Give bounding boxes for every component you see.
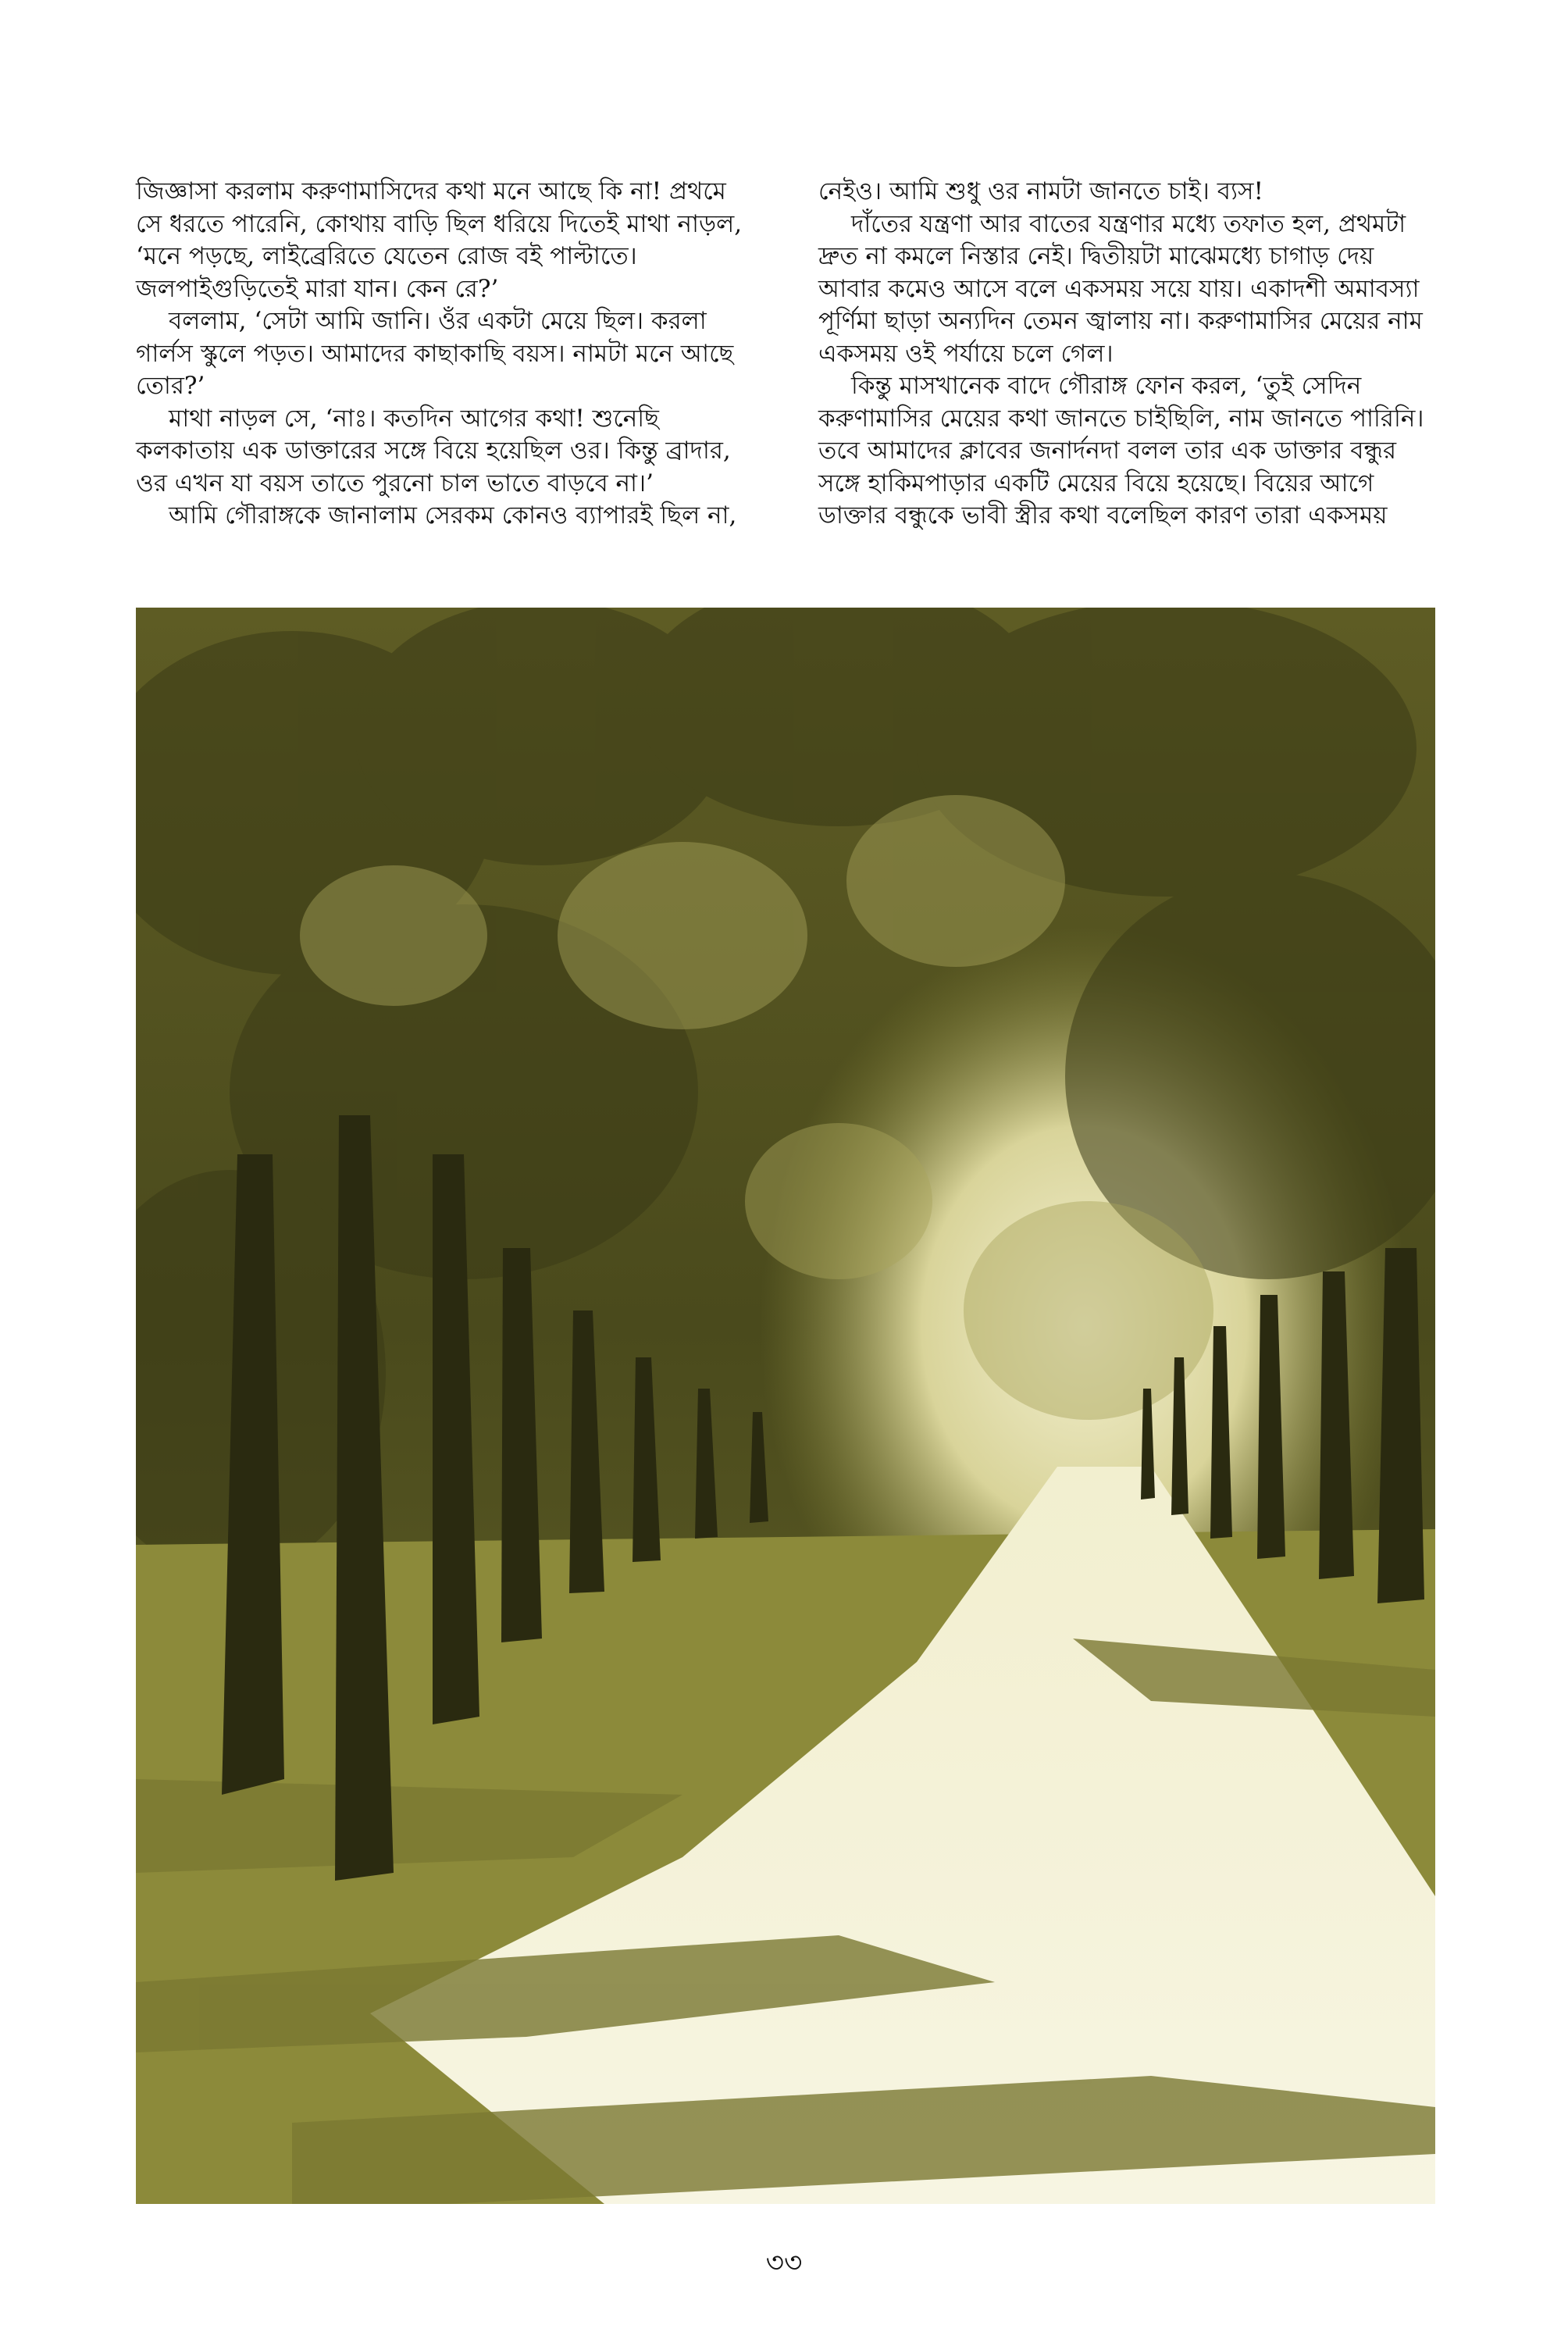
- paragraph: [818, 209, 1443, 371]
- text-line: নেইও। আমি শুধু ওর নামটা জানতে চাই। ব্যস!: [818, 177, 1263, 205]
- right-text-column: [818, 176, 1443, 533]
- paragraph: [818, 370, 1443, 533]
- text-line: পূর্ণিমা ছাড়া অন্যদিন তেমন জ্বালায় না। করুণামাসির মেয়ের নাম: [818, 307, 1423, 335]
- text-line: আবার কমেও আসে বলে একসময় সয়ে যায়। একাদশী অমাবস্যা: [818, 274, 1420, 303]
- text-line: জিজ্ঞাসা করলাম করুণামাসিদের কথা মনে আছে কি না! প্রথমে: [136, 177, 726, 205]
- left-text-column: [136, 176, 761, 533]
- text-line: গার্লস স্কুলে পড়ত। আমাদের কাছাকাছি বয়স। নামটা মনে আছে: [136, 339, 734, 368]
- text-line: দ্রুত না কমলে নিস্তার নেই। দ্বিতীয়টা মাঝেমধ্যে চাগাড় দেয়: [818, 242, 1374, 270]
- paragraph: [136, 403, 761, 501]
- text-line: করুণামাসির মেয়ের কথা জানতে চাইছিলি, নাম জানতে পারিনি।: [818, 404, 1424, 433]
- paragraph: [136, 305, 761, 403]
- text-line: দাঁতের যন্ত্রণা আর বাতের যন্ত্রণার মধ্যে তফাত হল, প্রথমটা: [851, 209, 1406, 238]
- text-line: মাথা নাড়ল সে, ‘নাঃ। কতদিন আগের কথা! শুনেছি: [169, 404, 659, 433]
- text-line: ডাক্তার বন্ধুকে ভাবী স্ত্রীর কথা বলেছিল কারণ তারা একসময়: [818, 501, 1388, 530]
- text-line: তোর?’: [136, 372, 205, 400]
- text-line: আমি গৌরাঙ্গকে জানালাম সেরকম কোনও ব্যাপারই ছিল না,: [169, 501, 737, 530]
- paragraph: [136, 176, 761, 305]
- text-line: একসময় ওই পর্যায়ে চলে গেল।: [818, 339, 1114, 368]
- text-line: কলকাতায় এক ডাক্তারের সঙ্গে বিয়ে হয়েছিল ওর। কিন্তু ব্রাদার,: [136, 437, 731, 465]
- text-line: ‘মনে পড়ছে, লাইব্রেরিতে যেতেন রোজ বই পাল্টাতে।: [136, 242, 637, 270]
- text-line: কিন্তু মাসখানেক বাদে গৌরাঙ্গ ফোন করল, ‘তুই সেদিন: [851, 372, 1362, 400]
- photo-illustration: [136, 608, 1435, 2204]
- text-line: সঙ্গে হাকিমপাড়ার একটি মেয়ের বিয়ে হয়েছে। বিয়ের আগে: [818, 469, 1374, 497]
- text-line: তবে আমাদের ক্লাবের জনার্দনদা বলল তার এক ডাক্তার বন্ধুর: [818, 437, 1397, 465]
- tree-lined-path-photo: [136, 608, 1435, 2204]
- text-line: জলপাইগুড়িতেই মারা যান। কেন রে?’: [136, 274, 499, 303]
- text-line: ওর এখন যা বয়স তাতে পুরনো চাল ভাতে বাড়বে না।’: [136, 469, 654, 497]
- paragraph: [818, 176, 1443, 209]
- page-number: ৩৩: [765, 2247, 803, 2279]
- text-line: সে ধরতে পারেনি, কোথায় বাড়ি ছিল ধরিয়ে দিতেই মাথা নাড়ল,: [136, 209, 743, 238]
- text-line: বললাম, ‘সেটা আমি জানি। ওঁর একটা মেয়ে ছিল। করলা: [169, 307, 707, 335]
- paragraph: [136, 500, 761, 533]
